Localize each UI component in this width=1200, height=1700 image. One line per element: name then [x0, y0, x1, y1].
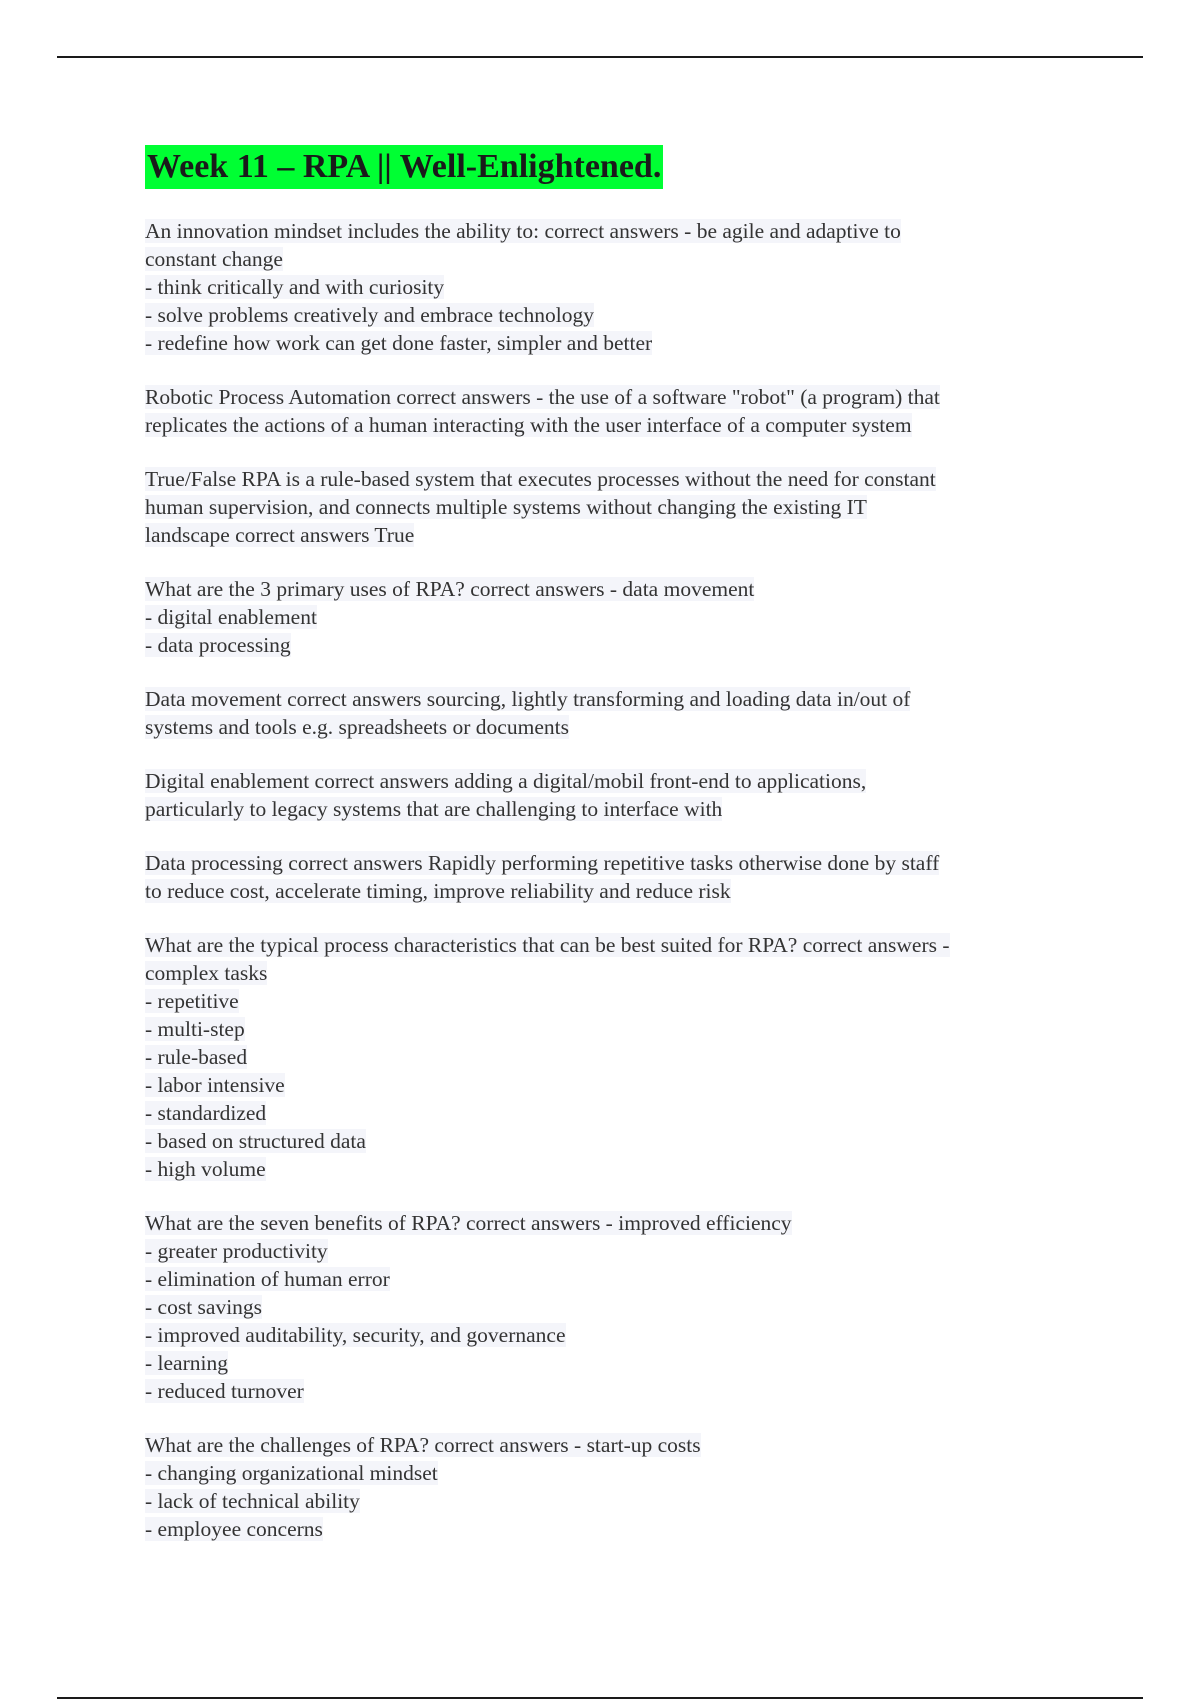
text-line [145, 603, 1065, 631]
text-line [145, 1459, 1065, 1487]
text-line-content: - labor intensive [145, 1073, 285, 1097]
text-line-content: - greater productivity [145, 1239, 328, 1263]
qa-text [145, 465, 1065, 549]
text-line [145, 1209, 1065, 1237]
text-line-content: - standardized [145, 1101, 267, 1125]
qa-entry [145, 767, 1065, 823]
qa-text [145, 931, 1065, 1183]
text-line-content: complex tasks [145, 961, 268, 985]
text-line-content: - elimination of human error [145, 1267, 390, 1291]
text-line [145, 767, 1065, 795]
qa-entry [145, 217, 1065, 357]
qa-entry [145, 465, 1065, 549]
qa-text [145, 383, 1065, 439]
text-line-content: to reduce cost, accelerate timing, improve reliability and reduce risk [145, 879, 731, 903]
text-line [145, 1043, 1065, 1071]
text-line [145, 631, 1065, 659]
qa-entry [145, 1431, 1065, 1543]
text-line [145, 959, 1065, 987]
text-line-content: - solve problems creatively and embrace technology [145, 303, 594, 327]
text-line-content: - employee concerns [145, 1517, 323, 1541]
text-line-content: Data processing correct answers Rapidly performing repetitive tasks otherwise done by staff [145, 851, 940, 875]
text-line-content: - redefine how work can get done faster, simpler and better [145, 331, 653, 355]
text-line-content: Digital enablement correct answers adding a digital/mobil front-end to applications, [145, 769, 867, 793]
text-line [145, 795, 1065, 823]
text-line [145, 301, 1065, 329]
text-line [145, 575, 1065, 603]
text-line-content: Data movement correct answers sourcing, lightly transforming and loading data in/out of [145, 687, 911, 711]
qa-list [145, 217, 1065, 1543]
text-line-content: - based on structured data [145, 1129, 366, 1153]
text-line [145, 1321, 1065, 1349]
text-line-content: - high volume [145, 1157, 266, 1181]
text-line-content: particularly to legacy systems that are challenging to interface with [145, 797, 723, 821]
text-line-content: An innovation mindset includes the ability to: correct answers - be agile and adaptive to [145, 219, 901, 243]
qa-text [145, 849, 1065, 905]
text-line-content: - reduced turnover [145, 1379, 304, 1403]
bottom-rule [57, 1697, 1143, 1699]
text-line [145, 1515, 1065, 1543]
qa-entry [145, 383, 1065, 439]
text-line-content: systems and tools e.g. spreadsheets or documents [145, 715, 569, 739]
text-line-content: - digital enablement [145, 605, 317, 629]
text-line [145, 521, 1065, 549]
text-line [145, 245, 1065, 273]
text-line [145, 1015, 1065, 1043]
qa-text [145, 685, 1065, 741]
text-line-content: - think critically and with curiosity [145, 275, 445, 299]
text-line [145, 1293, 1065, 1321]
qa-entry [145, 931, 1065, 1183]
text-line [145, 1099, 1065, 1127]
text-line [145, 1155, 1065, 1183]
text-line [145, 987, 1065, 1015]
text-line [145, 1127, 1065, 1155]
text-line [145, 1431, 1065, 1459]
text-line [145, 1349, 1065, 1377]
text-line [145, 217, 1065, 245]
text-line-content: - rule-based [145, 1045, 248, 1069]
text-line [145, 1071, 1065, 1099]
text-line-content: - repetitive [145, 989, 239, 1013]
text-line [145, 931, 1065, 959]
text-line-content: - learning [145, 1351, 228, 1375]
text-line [145, 465, 1065, 493]
top-rule [57, 56, 1143, 58]
text-line-content: replicates the actions of a human interacting with the user interface of a computer system [145, 413, 912, 437]
text-line [145, 1377, 1065, 1405]
qa-entry [145, 575, 1065, 659]
text-line [145, 713, 1065, 741]
text-line-content: constant change [145, 247, 283, 271]
qa-text [145, 1431, 1065, 1543]
text-line [145, 1265, 1065, 1293]
text-line-content: What are the challenges of RPA? correct answers - start-up costs [145, 1433, 701, 1457]
text-line-content: human supervision, and connects multiple systems without changing the existing IT [145, 495, 867, 519]
text-line-content: What are the typical process characteristics that can be best suited for RPA? correct answers - [145, 933, 950, 957]
text-line [145, 383, 1065, 411]
text-line-content: - improved auditability, security, and governance [145, 1323, 566, 1347]
text-line-content: landscape correct answers True [145, 523, 415, 547]
document-body [145, 145, 1065, 1569]
qa-text [145, 575, 1065, 659]
text-line [145, 329, 1065, 357]
text-line-content: - lack of technical ability [145, 1489, 360, 1513]
qa-entry [145, 685, 1065, 741]
text-line [145, 493, 1065, 521]
text-line-content: - cost savings [145, 1295, 263, 1319]
text-line [145, 411, 1065, 439]
text-line-content: What are the seven benefits of RPA? correct answers - improved efficiency [145, 1211, 792, 1235]
text-line [145, 849, 1065, 877]
text-line [145, 1237, 1065, 1265]
text-line [145, 273, 1065, 301]
text-line-content: - data processing [145, 633, 291, 657]
text-line-content: True/False RPA is a rule-based system that executes processes without the need for constant [145, 467, 936, 491]
qa-text [145, 1209, 1065, 1405]
qa-text [145, 767, 1065, 823]
text-line-content: Robotic Process Automation correct answers - the use of a software "robot" (a program) that [145, 385, 940, 409]
text-line [145, 877, 1065, 905]
qa-entry [145, 1209, 1065, 1405]
text-line [145, 685, 1065, 713]
text-line [145, 1487, 1065, 1515]
qa-entry [145, 849, 1065, 905]
document-title: Week 11 – RPA || Well-Enlightened. [145, 145, 663, 189]
text-line-content: - changing organizational mindset [145, 1461, 438, 1485]
qa-text [145, 217, 1065, 357]
text-line-content: - multi-step [145, 1017, 245, 1041]
text-line-content: What are the 3 primary uses of RPA? correct answers - data movement [145, 577, 755, 601]
